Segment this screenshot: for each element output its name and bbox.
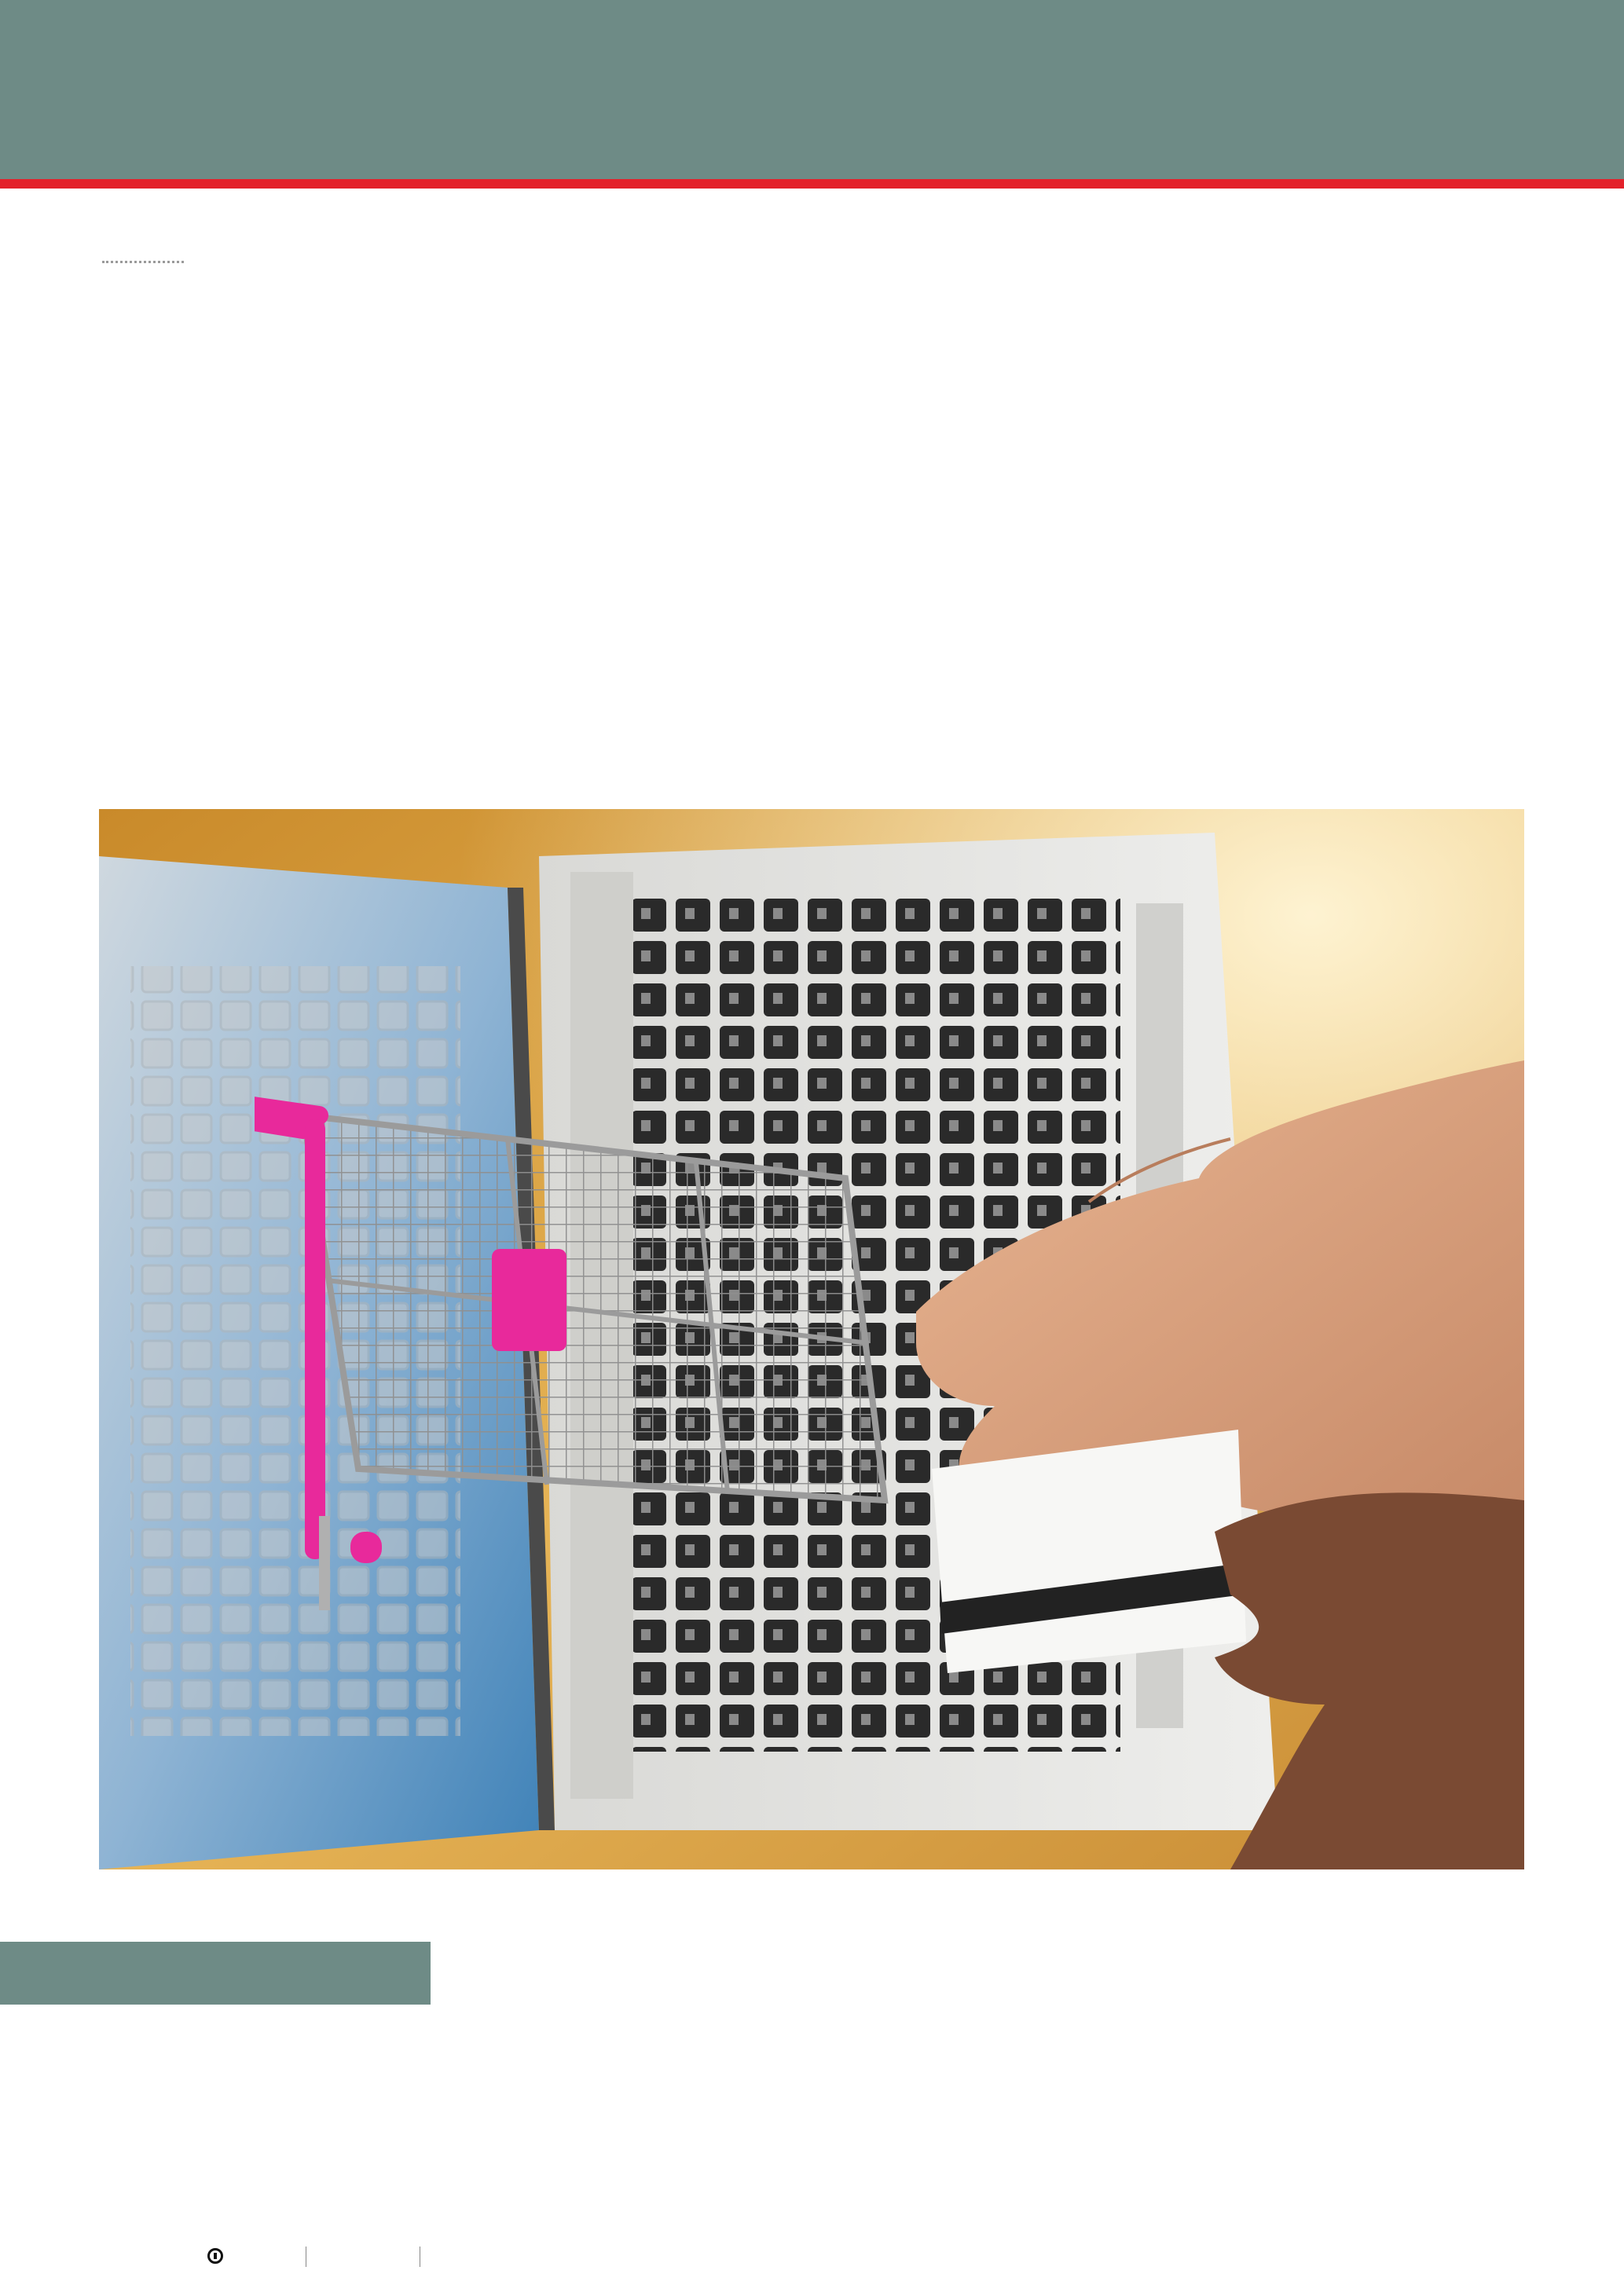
author-band (0, 1942, 431, 2005)
body-column-2 (467, 1931, 797, 1957)
shopping-cart-laptop-image (99, 809, 1524, 1869)
body-column-4 (1193, 1931, 1523, 1957)
smart-research-logo (102, 222, 306, 284)
section-header-band (0, 0, 1624, 179)
article-photo (99, 809, 1524, 1869)
store-logo-icon (207, 2248, 223, 2264)
logo-dotted-rule (102, 261, 184, 263)
body-column-1 (99, 2066, 429, 2176)
header-divider (0, 179, 1624, 189)
paragraph-spacer (467, 1931, 797, 1957)
